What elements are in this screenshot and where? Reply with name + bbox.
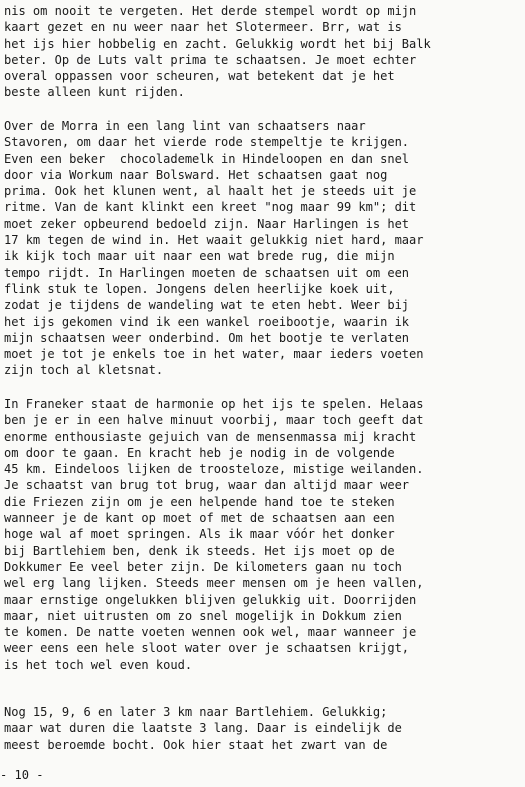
paragraph-2 xyxy=(4,118,522,379)
text-line: is het toch wel even koud. xyxy=(4,657,193,672)
paragraph-4 xyxy=(4,704,522,753)
text-line: wel erg lang lijken. Steeds meer mensen om je heen vallen, xyxy=(4,576,424,591)
text-line: maar, niet uitrusten om zo snel mogelijk in Dokkum zien xyxy=(4,608,402,623)
paragraph-3 xyxy=(4,396,522,673)
page-number: - 10 - xyxy=(0,768,44,782)
text-line: Over de Morra in een lang lint van schaatsers naar xyxy=(4,119,366,133)
text-line: door via Workum naar Bolsward. Het schaatsen gaat nog xyxy=(4,167,388,182)
text-line: bij Bartlehiem ben, denk ik steeds. Het ijs moet op de xyxy=(4,543,395,558)
text-line: beste alleen kunt rijden. xyxy=(4,85,185,100)
paragraph-1 xyxy=(4,3,522,101)
text-line: zodat je tijdens de wandeling wat te eten hebt. Weer bij xyxy=(4,298,410,313)
text-line: Even een beker chocolademelk in Hindeloopen en dan snel xyxy=(4,151,410,166)
text-line: wanneer je de kant op moet of met de schaatsen aan een xyxy=(4,511,395,526)
text-line: ik kijk toch maar uit naar een wat brede rug, die mijn xyxy=(4,249,395,264)
text-line: tempo rijdt. In Harlingen moeten de schaatsen uit om een xyxy=(4,265,410,280)
text-line: Nog 15, 9, 6 en later 3 km naar Bartlehiem. Gelukkig; xyxy=(4,705,388,719)
text-line: maar ernstige ongelukken blijven gelukkig uit. Doorrijden xyxy=(4,592,417,607)
text-line: te komen. De natte voeten wennen ook wel, maar wanneer je xyxy=(4,625,417,640)
text-line: om door te gaan. En kracht heb je nodig in de volgende xyxy=(4,445,395,460)
text-line: kaart gezet en nu weer naar het Slotermeer. Brr, wat is xyxy=(4,20,402,35)
text-line: het ijs gekomen vind ik een wankel roeibootje, waarin ik xyxy=(4,314,410,329)
text-line: In Franeker staat de harmonie op het ijs te spelen. Helaas xyxy=(4,397,424,411)
text-line: weer eens een hele sloot water over je schaatsen krijgt, xyxy=(4,641,410,656)
text-line: mijn schaatsen weer onderbind. Om het bootje te verlaten xyxy=(4,330,410,345)
text-line: het ijs hier hobbelig en zacht. Gelukkig wordt het bij Balk xyxy=(4,36,431,51)
text-line: 45 km. Eindeloos lijken de troosteloze, mistige weilanden. xyxy=(4,462,424,477)
text-line: prima. Ook het klunen went, al haalt het je steeds uit je xyxy=(4,184,417,199)
text-line: die Friezen zijn om je een helpende hand toe te steken xyxy=(4,494,395,509)
text-line: ben je er in een halve minuut voorbij, maar toch geeft dat xyxy=(4,413,424,428)
text-line: Dokkumer Ee veel beter zijn. De kilometers gaan nu toch xyxy=(4,559,402,574)
text-line: nis om nooit te vergeten. Het derde stempel wordt op mijn xyxy=(4,4,417,18)
text-line: maar wat duren die laatste 3 lang. Daar is eindelijk de xyxy=(4,721,402,736)
text-line: Stavoren, om daar het vierde rode stempeltje te krijgen. xyxy=(4,135,410,150)
text-line: moet zeker opbeurend bedoeld zijn. Naar Harlingen is het xyxy=(4,216,410,231)
text-line: meest beroemde bocht. Ook hier staat het zwart van de xyxy=(4,737,388,752)
text-line: Je schaatst van brug tot brug, waar dan altijd maar weer xyxy=(4,478,410,493)
text-line: ritme. Van de kant klinkt een kreet "nog maar 99 km"; dit xyxy=(4,200,417,215)
text-line: beter. Op de Luts valt prima te schaatsen. Je moet echter xyxy=(4,52,417,67)
text-line: moet je tot je enkels toe in het water, maar ieders voeten xyxy=(4,347,424,362)
text-line: zijn toch al kletsnat. xyxy=(4,363,164,378)
text-line: flink stuk te lopen. Jongens delen heerlijke koek uit, xyxy=(4,281,395,296)
text-line: 17 km tegen de wind in. Het waait gelukkig niet hard, maar xyxy=(4,233,424,248)
text-line: overal oppassen voor scheuren, wat betekent dat je het xyxy=(4,69,395,84)
text-line: hoge wal af moet springen. Als ik maar vóór het donker xyxy=(4,527,395,542)
text-line: enorme enthousiaste gejuich van de mensenmassa mij kracht xyxy=(4,429,417,444)
